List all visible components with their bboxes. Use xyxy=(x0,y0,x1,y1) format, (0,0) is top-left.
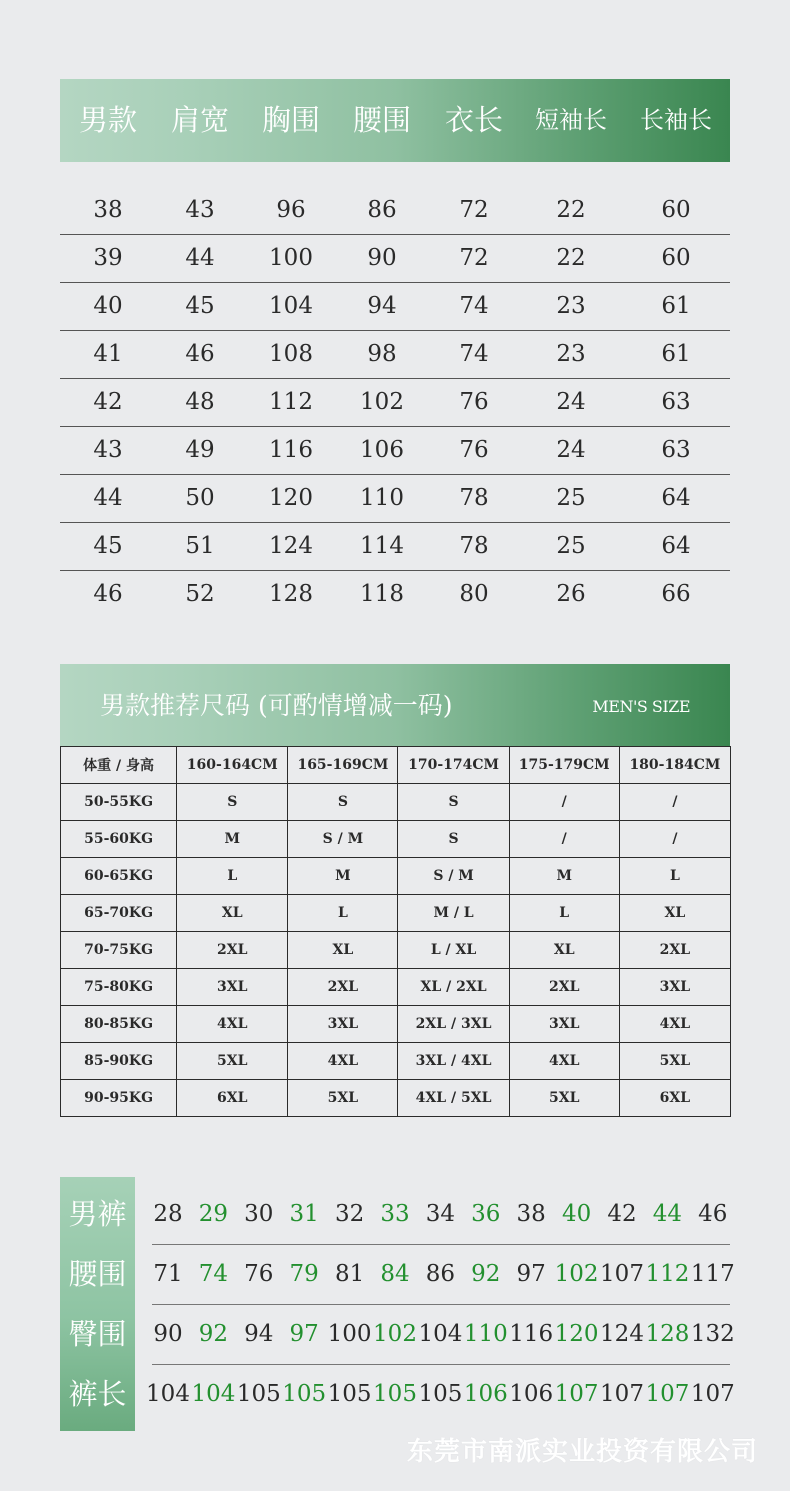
recommend-size-cell: / xyxy=(619,821,730,858)
size-cell: 116 xyxy=(269,437,313,463)
recommend-size-cell: L xyxy=(619,858,730,895)
recommend-weight-cell: 90-95KG xyxy=(61,1080,177,1117)
pants-cell: 107 xyxy=(600,1381,644,1407)
pants-cell: 36 xyxy=(471,1201,501,1227)
size-cell: 108 xyxy=(269,341,313,367)
size-cell: 124 xyxy=(269,533,313,559)
size-cell: 46 xyxy=(185,341,215,367)
recommend-row xyxy=(61,1043,731,1080)
recommend-table xyxy=(60,746,731,1117)
recommend-row xyxy=(61,821,731,858)
pants-cell: 106 xyxy=(509,1381,554,1407)
pants-cell: 46 xyxy=(698,1201,728,1227)
size-row xyxy=(60,570,730,618)
recommend-row xyxy=(61,784,731,821)
pants-cell: 110 xyxy=(463,1321,508,1347)
recommend-weight-cell: 80-85KG xyxy=(61,1006,177,1043)
recommend-size-cell: XL xyxy=(509,932,619,969)
pants-cell: 33 xyxy=(380,1201,410,1227)
recommend-size-cell: L / XL xyxy=(398,932,509,969)
size-cell: 48 xyxy=(185,389,215,415)
size-row xyxy=(60,522,730,571)
recommend-size-cell: XL xyxy=(177,895,288,932)
pants-cell: 116 xyxy=(509,1321,554,1347)
pants-cell: 128 xyxy=(645,1321,690,1347)
size-cell: 45 xyxy=(93,533,123,559)
recommend-size-cell: / xyxy=(509,821,619,858)
size-cell: 90 xyxy=(367,245,397,271)
recommend-size-cell: 2XL xyxy=(177,932,288,969)
size-cell: 42 xyxy=(93,389,123,415)
size-cell: 22 xyxy=(556,245,586,271)
pants-cell: 32 xyxy=(334,1201,365,1227)
recommend-row xyxy=(61,1080,731,1117)
header-shoulder: 肩宽 xyxy=(170,103,229,137)
size-cell: 24 xyxy=(556,389,586,415)
size-row xyxy=(60,426,730,475)
size-cell: 52 xyxy=(185,581,215,607)
recommend-weight-cell: 85-90KG xyxy=(61,1043,177,1080)
recommend-size-cell: 2XL xyxy=(288,969,398,1006)
recommend-size-cell: S xyxy=(288,784,398,821)
recommend-size-cell: 5XL xyxy=(509,1080,619,1117)
size-row xyxy=(60,186,730,235)
pants-cell: 112 xyxy=(645,1261,690,1287)
size-row xyxy=(60,378,730,427)
size-cell: 39 xyxy=(93,245,123,271)
pants-label-size: 男裤 xyxy=(68,1197,127,1231)
pants-label-waist: 腰围 xyxy=(68,1257,127,1291)
size-cell: 72 xyxy=(459,245,489,271)
recommend-size-cell: 4XL xyxy=(619,1006,730,1043)
pants-cell: 74 xyxy=(198,1261,229,1287)
size-cell: 24 xyxy=(556,437,586,463)
size-cell: 110 xyxy=(360,485,404,511)
header-long-sleeve: 长袖长 xyxy=(640,106,712,134)
size-cell: 112 xyxy=(269,389,313,415)
recommend-size-cell: S xyxy=(177,784,288,821)
size-cell: 25 xyxy=(556,485,586,511)
size-cell: 100 xyxy=(269,245,313,271)
pants-label-column xyxy=(60,1177,135,1431)
pants-cell: 28 xyxy=(153,1201,183,1227)
size-cell: 38 xyxy=(93,197,123,223)
size-cell: 106 xyxy=(360,437,404,463)
recommend-size-cell: M / L xyxy=(398,895,509,932)
size-cell: 96 xyxy=(276,197,306,223)
pants-cell: 40 xyxy=(561,1201,592,1227)
size-cell: 22 xyxy=(556,197,586,223)
recommend-size-cell: 6XL xyxy=(177,1080,288,1117)
recommend-title: 男款推荐尺码 (可酌情增减一码) xyxy=(100,691,453,720)
recommend-size-cell: 3XL xyxy=(177,969,288,1006)
size-cell: 118 xyxy=(360,581,404,607)
size-cell: 63 xyxy=(661,389,691,415)
size-cell: 66 xyxy=(661,581,691,607)
recommend-size-cell: 3XL xyxy=(509,1006,619,1043)
size-cell: 86 xyxy=(367,197,397,223)
pants-cell: 105 xyxy=(373,1381,417,1407)
pants-cell: 117 xyxy=(690,1261,735,1287)
pants-cell: 105 xyxy=(282,1381,327,1407)
size-cell: 76 xyxy=(459,437,489,463)
recommend-subtitle: MEN'S SIZE xyxy=(592,697,690,716)
recommend-size-cell: M xyxy=(509,858,619,895)
recommend-size-cell: 4XL xyxy=(288,1043,398,1080)
pants-cell: 29 xyxy=(198,1201,229,1227)
size-cell: 60 xyxy=(661,245,691,271)
recommend-row xyxy=(61,858,731,895)
pants-cell: 30 xyxy=(244,1201,274,1227)
recommend-weight-cell: 60-65KG xyxy=(61,858,177,895)
size-cell: 74 xyxy=(459,341,489,367)
size-cell: 61 xyxy=(661,293,691,319)
size-cell: 23 xyxy=(556,341,586,367)
recommend-row xyxy=(61,969,731,1006)
pants-row xyxy=(152,1244,735,1305)
pants-cell: 97 xyxy=(289,1321,319,1347)
recommend-size-cell: XL xyxy=(619,895,730,932)
size-cell: 43 xyxy=(185,197,215,223)
recommend-size-cell: XL / 2XL xyxy=(398,969,509,1006)
pants-cell: 42 xyxy=(607,1201,637,1227)
size-cell: 25 xyxy=(556,533,586,559)
size-cell: 44 xyxy=(93,485,123,511)
recommend-size-cell: / xyxy=(509,784,619,821)
size-cell: 51 xyxy=(185,533,215,559)
pants-cell: 104 xyxy=(146,1381,190,1407)
pants-cell: 107 xyxy=(600,1261,644,1287)
recommend-size-cell: S xyxy=(398,784,509,821)
size-cell: 72 xyxy=(459,197,489,223)
recommend-size-cell: 5XL xyxy=(288,1080,398,1117)
recommend-row xyxy=(61,895,731,932)
pants-cell: 120 xyxy=(554,1321,599,1347)
size-cell: 45 xyxy=(185,293,215,319)
pants-cell: 107 xyxy=(690,1381,735,1407)
pants-row xyxy=(146,1364,735,1424)
recommend-size-cell: S / M xyxy=(398,858,509,895)
pants-cell: 44 xyxy=(652,1201,683,1227)
pants-cell: 107 xyxy=(645,1381,690,1407)
pants-cell: 97 xyxy=(516,1261,546,1287)
size-cell: 80 xyxy=(459,581,489,607)
recommend-size-cell: 3XL / 4XL xyxy=(398,1043,509,1080)
header-length: 衣长 xyxy=(444,103,503,137)
recommend-row xyxy=(61,932,731,969)
size-row xyxy=(60,330,730,379)
size-row xyxy=(60,234,730,283)
recommend-size-cell: 2XL xyxy=(619,932,730,969)
header-short-sleeve: 短袖长 xyxy=(535,106,607,134)
size-cell: 41 xyxy=(93,341,123,367)
size-cell: 128 xyxy=(269,581,313,607)
pants-cell: 105 xyxy=(236,1381,281,1407)
pants-cell: 104 xyxy=(191,1381,236,1407)
recommend-size-cell: 3XL xyxy=(619,969,730,1006)
size-row xyxy=(60,474,730,523)
recommend-size-cell: 2XL / 3XL xyxy=(398,1006,509,1043)
recommend-row xyxy=(61,1006,731,1043)
recommend-weight-cell: 55-60KG xyxy=(61,821,177,858)
recommend-size-cell: L xyxy=(509,895,619,932)
recommend-header-cell: 165-169CM xyxy=(288,747,398,784)
recommend-size-cell: S xyxy=(398,821,509,858)
pants-cell: 94 xyxy=(244,1321,274,1347)
recommend-header-cell: 体重 / 身高 xyxy=(61,747,177,784)
size-cell: 40 xyxy=(93,293,123,319)
size-cell: 44 xyxy=(185,245,215,271)
pants-cell: 92 xyxy=(471,1261,501,1287)
pants-cell: 100 xyxy=(327,1321,372,1347)
recommend-size-cell: 2XL xyxy=(509,969,619,1006)
pants-cell: 71 xyxy=(153,1261,183,1287)
size-cell: 46 xyxy=(93,581,123,607)
recommend-weight-cell: 65-70KG xyxy=(61,895,177,932)
size-cell: 43 xyxy=(93,437,123,463)
recommend-header-cell: 170-174CM xyxy=(398,747,509,784)
recommend-header xyxy=(60,664,730,747)
size-cell: 64 xyxy=(661,485,691,511)
recommend-size-cell: 4XL xyxy=(177,1006,288,1043)
recommend-header-cell: 160-164CM xyxy=(177,747,288,784)
size-row xyxy=(60,282,730,331)
recommend-weight-cell: 70-75KG xyxy=(61,932,177,969)
size-cell: 49 xyxy=(185,437,215,463)
size-cell: 102 xyxy=(360,389,404,415)
size-table-header xyxy=(60,79,730,162)
size-cell: 76 xyxy=(459,389,489,415)
recommend-size-cell: 5XL xyxy=(619,1043,730,1080)
pants-cell: 107 xyxy=(554,1381,599,1407)
pants-cell: 104 xyxy=(418,1321,463,1347)
pants-cell: 31 xyxy=(289,1201,319,1227)
recommend-size-cell: 4XL xyxy=(509,1043,619,1080)
pants-row xyxy=(152,1184,730,1245)
size-cell: 94 xyxy=(367,293,397,319)
size-cell: 23 xyxy=(556,293,586,319)
recommend-size-cell: 5XL xyxy=(177,1043,288,1080)
recommend-weight-cell: 50-55KG xyxy=(61,784,177,821)
recommend-size-cell: XL xyxy=(288,932,398,969)
pants-cell: 34 xyxy=(425,1201,456,1227)
header-chest: 胸围 xyxy=(261,103,320,137)
pants-cell: 76 xyxy=(244,1261,274,1287)
pants-cell: 124 xyxy=(600,1321,644,1347)
recommend-size-cell: 6XL xyxy=(619,1080,730,1117)
size-cell: 74 xyxy=(459,293,489,319)
recommend-header-row xyxy=(61,747,731,784)
pants-cell: 86 xyxy=(425,1261,456,1287)
pants-cell: 102 xyxy=(554,1261,599,1287)
size-cell: 114 xyxy=(360,533,404,559)
pants-cell: 38 xyxy=(516,1201,546,1227)
size-cell: 63 xyxy=(661,437,691,463)
header-waist: 腰围 xyxy=(352,103,411,137)
recommend-header-cell: 175-179CM xyxy=(509,747,619,784)
company-footer: 东莞市南派实业投资有限公司 xyxy=(406,1437,758,1467)
recommend-size-cell: L xyxy=(177,858,288,895)
pants-cell: 132 xyxy=(690,1321,735,1347)
pants-cell: 105 xyxy=(418,1381,463,1407)
pants-cell: 81 xyxy=(334,1261,365,1287)
pants-label-hip: 臀围 xyxy=(68,1317,127,1351)
recommend-size-cell: / xyxy=(619,784,730,821)
header-mens: 男款 xyxy=(78,103,137,137)
size-cell: 26 xyxy=(556,581,586,607)
pants-cell: 105 xyxy=(327,1381,372,1407)
recommend-size-cell: 4XL / 5XL xyxy=(398,1080,509,1117)
size-cell: 78 xyxy=(459,485,489,511)
pants-cell: 79 xyxy=(289,1261,319,1287)
pants-label-length: 裤长 xyxy=(68,1377,127,1411)
recommend-weight-cell: 75-80KG xyxy=(61,969,177,1006)
pants-cell: 92 xyxy=(198,1321,229,1347)
recommend-size-cell: S / M xyxy=(288,821,398,858)
size-cell: 120 xyxy=(269,485,313,511)
recommend-size-cell: M xyxy=(288,858,398,895)
pants-row xyxy=(152,1304,735,1365)
recommend-size-cell: L xyxy=(288,895,398,932)
size-cell: 61 xyxy=(661,341,691,367)
size-cell: 64 xyxy=(661,533,691,559)
size-cell: 50 xyxy=(185,485,215,511)
recommend-size-cell: 3XL xyxy=(288,1006,398,1043)
pants-cell: 84 xyxy=(380,1261,410,1287)
size-cell: 104 xyxy=(269,293,313,319)
recommend-size-cell: M xyxy=(177,821,288,858)
size-cell: 98 xyxy=(367,341,397,367)
pants-cell: 102 xyxy=(373,1321,417,1347)
pants-cell: 106 xyxy=(463,1381,508,1407)
size-cell: 60 xyxy=(661,197,691,223)
recommend-header-cell: 180-184CM xyxy=(619,747,730,784)
pants-cell: 90 xyxy=(153,1321,183,1347)
size-cell: 78 xyxy=(459,533,489,559)
